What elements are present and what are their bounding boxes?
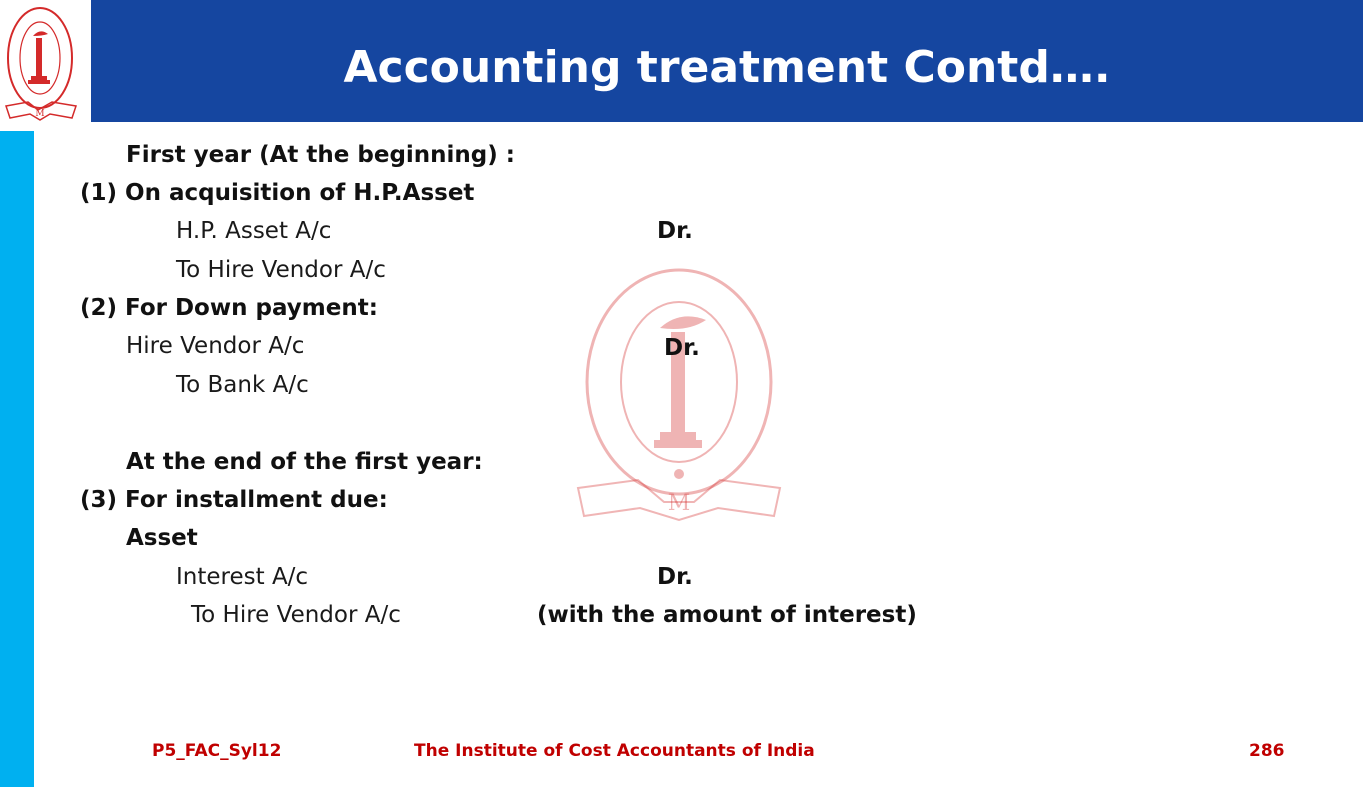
item-3-credit-entry: To Hire Vendor A/c xyxy=(191,602,401,628)
item-3-debit-entry: Interest A/c xyxy=(176,564,309,590)
slide-title: Accounting treatment Contd…. xyxy=(343,42,1111,93)
logo-watermark-icon xyxy=(568,262,790,524)
item-1-debit-entry: H.P. Asset A/c xyxy=(176,218,332,244)
end-year-heading: At the end of the first year: xyxy=(126,449,483,475)
item-2-dr-label: Dr. xyxy=(664,335,700,361)
item-2-debit-entry: Hire Vendor A/c xyxy=(126,333,305,359)
item-3-dr-label: Dr. xyxy=(657,564,693,590)
item-1-credit-entry: To Hire Vendor A/c xyxy=(176,257,386,283)
item-2-label: (2) For Down payment: xyxy=(80,295,378,321)
footer-institute-name: The Institute of Cost Accountants of India xyxy=(414,741,815,761)
institute-logo xyxy=(0,0,91,122)
item-3-note: (with the amount of interest) xyxy=(537,602,917,628)
first-year-heading: First year (At the beginning) : xyxy=(126,142,515,168)
svg-text:M: M xyxy=(667,491,691,516)
svg-text:M: M xyxy=(35,109,45,119)
footer-course-code: P5_FAC_Syl12 xyxy=(152,741,282,761)
logo-emblem-icon xyxy=(0,0,91,122)
footer-page-number: 286 xyxy=(1249,741,1285,761)
left-accent-stripe xyxy=(0,131,34,787)
item-3-label: (3) For installment due: xyxy=(80,487,388,513)
item-1-dr-label: Dr. xyxy=(657,218,693,244)
item-2-credit-entry: To Bank A/c xyxy=(176,372,309,398)
item-1-label: (1) On acquisition of H.P.Asset xyxy=(80,180,475,206)
item-3-subheading: Asset xyxy=(126,525,198,551)
